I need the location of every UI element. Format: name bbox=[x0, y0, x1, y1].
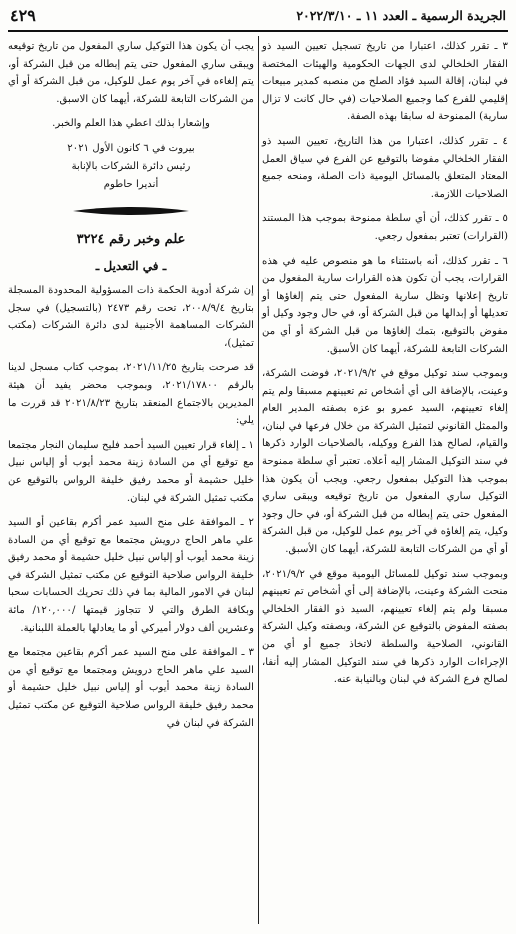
signatory-title: رئيس دائرة الشركات بالإنابة bbox=[71, 160, 191, 172]
paragraph: ٣ ـ تقرر كذلك، اعتبارا من تاريخ تسجيل تعيين السيد ذو الفقار الخلخالي لدى الجهات الحكومية والهيئات المختصة في لبنان، إقالة السيد فؤاد الصلح من منصبه كمدير مبيعات إقليمي للفرع كما وجميع الصلاحيات (في حال كانت لا تزال سارية) الممنوحة له سابقا بهذه الصفة. bbox=[262, 41, 508, 123]
paragraph: ٣ ـ الموافقة على منح السيد عمر أكرم بقاعين مجتمعا مع السيد علي ماهر الحاج درويش ومجتمعا مع توقيع أي من السادة زينة محمد أيوب أو إلياس نبيل خليل حشيمة أو محمد رفيق خليفة الرواس صلاحية التوقيع عن مكتب تمثيل الشركة في لبنان في bbox=[8, 647, 254, 729]
paragraph: إن شركة أدوية الحكمة ذات المسؤولية المحدودة المسجلة بتاريخ ٢٠٠٨/٩/٤، تحت رقم ٢٤٧٣ (بالتسجيل) في سجل الشركات المساهمة الأجنبية لدى دائرة الشركات (مكتب تمثيل)، bbox=[8, 284, 254, 349]
gazette-title: الجريدة الرسمية ـ العدد ١١ ـ ٢٠٢٢/٣/١٠ bbox=[296, 8, 506, 23]
paragraph: يجب أن يكون هذا التوكيل ساري المفعول من تاريخ توقيعه ويبقى ساري المفعول حتى يتم إبطاله من قبل الشركة أو، يتم إلغاءه في آخر يوم عمل للوكيل، من قبل الشركة أو أي من الشركات التابعة للشركة، أيهما كان الاسبق. bbox=[8, 41, 254, 105]
paragraph: وبموجب سند توكيل موقع في ٢٠٢١/٩/٢، فوضت الشركة، وعينت، بالإضافة الى أي أشخاص تم تعيينهم مسبقا ولم يتم إلغاء تعيينهم، السيد عمرو بو عزه بصفته المدير العام والممثل القانوني لتمثيل الشركة من خلال فرعها في لبنان، والقيام، لصالح هذا الفرع ووكيله، بالصلاحيات الوارد ذكرها في سند التوكيل المشار إليه أعلاه. تعتبر أي سلطة ممنوحة بموجب هذا التوكيل بمفعول رجعي. ويجب أن يكون هذا التوكيل ساري المفعول من تاريخ توقيعه ويبقى ساري المفعول حتى يتم إبطاله من قبل الشركة أو، في حال وجود وكيل، يتم إلغاؤه في آخر يوم عمل للوكيل، من قبل الشركة أو أي من الشركات التابعة للشركة، أيهما كان الأسبق. bbox=[262, 368, 509, 556]
notice-subtitle: ـ في التعديل ـ bbox=[95, 258, 167, 273]
paragraph: ٤ ـ تقرر كذلك، اعتبارا من هذا التاريخ، تعيين السيد ذو الفقار الخلخالي مفوضا بالتوقيع عن الفرع في سياق العمل المعتاد المتعلق بالمسائل اليومية ذات الصلة، ومنحه جميع الصلاحيات اللازمة. bbox=[262, 135, 508, 200]
right-column bbox=[262, 38, 508, 696]
signatory-name: أنديرا حاطوم bbox=[103, 178, 159, 190]
page-number: ٤٢٩ bbox=[10, 6, 36, 25]
column-divider bbox=[258, 36, 259, 924]
paragraph: ٢ ـ الموافقة على منح السيد عمر أكرم بقاعين أو السيد علي ماهر الحاج درويش مجتمعا مع توقيع أي من السادة زينة محمد أيوب أو إلياس نبيل خليل حشيمة أو محمد رفيق خليفة الرواس صلاحية التوقيع عن مكتب تمثيل الشركة في لبنان في الامور المالية بما في ذلك تحريك الحسابات سحبا وبكافة الطرق والتي لا تتجاوز قيمتها /١٢٠,٠٠٠/ مائة وعشرين ألف دولار أميركي أو ما يعادلها بالعملة اللبنانية. bbox=[8, 517, 254, 634]
left-column bbox=[8, 38, 254, 739]
notice-title: علم وخبر رقم ٣٢٢٤ bbox=[76, 231, 186, 247]
date-line: بيروت في ٦ كانون الأول ٢٠٢١ bbox=[67, 142, 195, 154]
closing-line: وإشعارا بذلك اعطي هذا العلم والخبر. bbox=[52, 118, 210, 130]
paragraph: وبموجب سند توكيل للمسائل اليومية موقع في ٢٠٢١/٩/٢، منحت الشركة وعينت، بالإضافة إلى أي أشخاص تم تعيينهم مسبقا ولم يتم إلغاء تعيينهم، السيد ذو الفقار الخلخالي بصفته المفوض بالتوقيع عن الشركة، وبصفته وكيل الشركة القانوني، الصلاحية والسلطة لاتخاذ جميع أو أي من الإجراءات الوارد ذكرها في سند التوكيل المشار إليه أنفا، لصالح فرع الشركة في لبنان وبالنيابة عنه. bbox=[262, 568, 508, 686]
paragraph: ٦ ـ تقرر كذلك، أنه باستثناء ما هو منصوص عليه في هذه القرارات، يجب أن تكون هذه القرارات سارية المفعول من تاريخ إعلانها وتظل سارية المفعول حتى يتم إلغاؤها أو تعديلها أو إبدالها من قبل الشركة أو، في حال وجود وكيل أو مفوض بالتوقيع، بتمك إلغاؤها من قبل الشركة أو أي من الشركات التابعة للشركة، أيهما كان الأسبق. bbox=[262, 255, 508, 355]
paragraph: قد صرحت بتاريخ ٢٠٢١/١١/٢٥، بموجب كتاب مسجل لدينا بالرقم ٢٠٢١/١٧٨٠٠، وبموجب محضر يفيد أن هيئة المديرين بالاجتماع المنعقد بتاريخ ٢٠٢١/٨/٢٣ قد قررت ما يلي: bbox=[8, 362, 255, 427]
page-header bbox=[8, 6, 508, 32]
paragraph: ١ ـ إلغاء قرار تعيين السيد أحمد فليح سليمان النجار مجتمعا مع توقيع أي من السادة زينة محمد أيوب أو إلياس نبيل خليل حشيمة أو محمد رفيق خليفة الرواس بالتوقيع عن مكتب تمثيل الشركة في لبنان. bbox=[8, 439, 254, 504]
ornament-divider bbox=[71, 204, 191, 218]
signature-block bbox=[8, 140, 254, 194]
paragraph: ٥ ـ تقرر كذلك، أن أي سلطة ممنوحة بموجب هذا المستند (القرارات) تعتبر بمفعول رجعي. bbox=[262, 213, 508, 242]
